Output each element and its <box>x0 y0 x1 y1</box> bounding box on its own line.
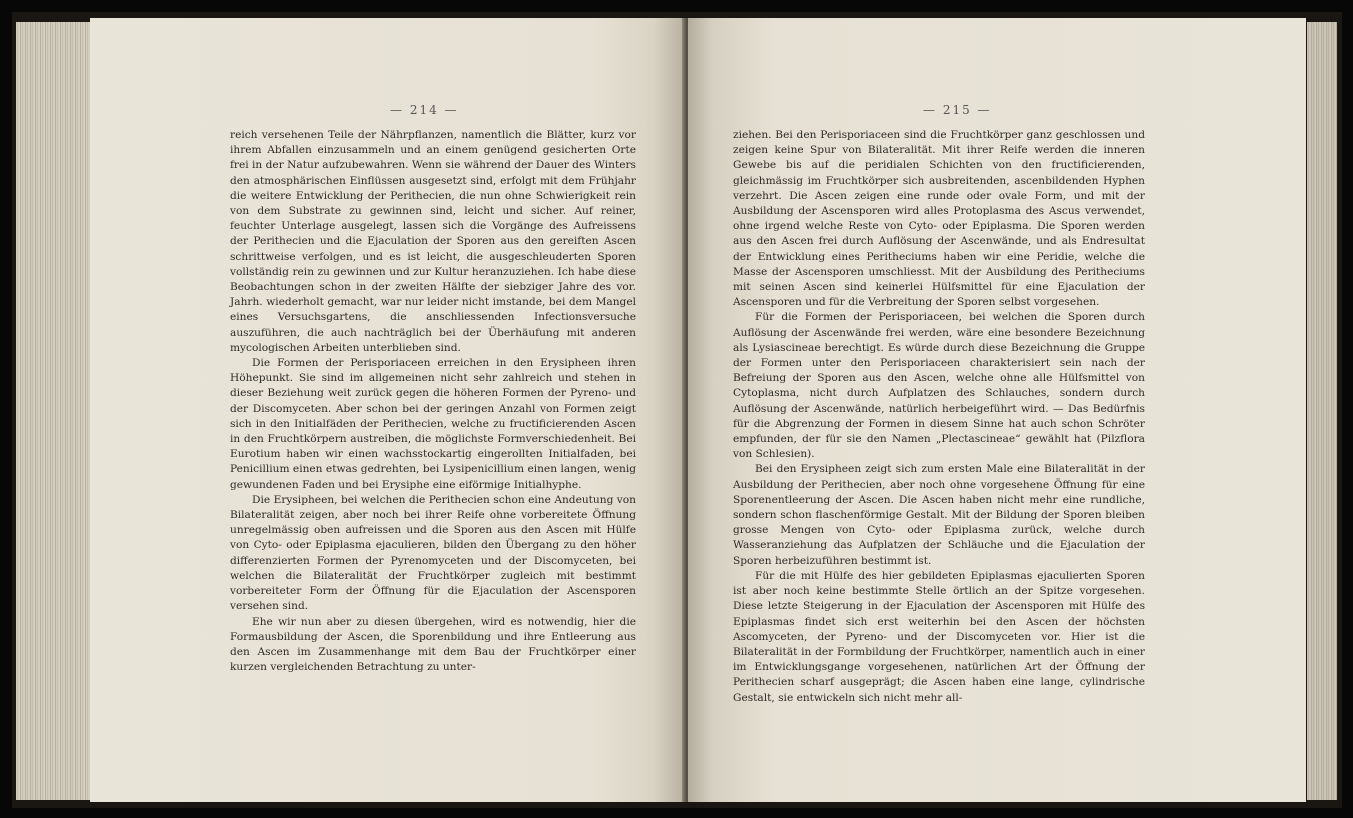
paragraph: Für die mit Hülfe des hier gebildeten Epiplasmas ejaculierten Sporen ist aber noch keine bestimmte Stelle örtlich an der Spitze vorgesehen. Diese letzte Steigerung in der Ejaculation der Ascensporen mit Hülfe des Epiplasmas findet sich erst weiterhin bei den Ascen der höchsten Ascomyceten, der Pyreno- und der Discomyceten vor. Hier ist die Bilateralität in der Formbildung der Fruchtkörper, namentlich auch in einer im Entwicklungsgange vorgesehenen, natürlichen Art der Öffnung der Perithecien scharf ausgeprägt; die Ascen haben eine lange, cylindrische Gestalt, sie entwickeln sich nicht mehr all- <box>733 569 1145 704</box>
paragraph: Bei den Erysipheen zeigt sich zum ersten Male eine Bilateralität in der Ausbildung der Perithecien, aber noch ohne vorgesehene Öffnung für eine Sporenentleerung der Ascen. Die Ascen haben nicht mehr eine rundliche, sondern schon flaschenförmige Gestalt. Mit der Bildung der Sporen bleiben grosse Mengen von Cyto- oder Epiplasma zurück, welche durch Wasseranziehung das Aufplatzen der Schläuche und die Ejaculation der Sporen herbeizuführen bestimmt ist. <box>733 463 1145 567</box>
page-body <box>230 128 636 675</box>
page-number: — 215 — <box>923 103 992 117</box>
page-number: — 214 — <box>390 103 459 117</box>
paragraph: ziehen. Bei den Perisporiaceen sind die Fruchtkörper ganz geschlossen und zeigen keine Spur von Bilateralität. Mit ihrer Reife werden die inneren Gewebe bis auf die peridialen Schichten von den fructificierenden, gleichmässig im Fruchtkörper sich ausbreitenden, ascenbildenden Hyphen verzehrt. Die Ascen zeigen eine runde oder ovale Form, und mit der Ausbildung der Ascensporen wird alles Protoplasma des Ascus verwendet, ohne irgend welche Reste von Cyto- oder Epiplasma. Die Sporen werden aus den Ascen frei durch Auflösung der Ascenwände, und als Endresultat der Entwicklung eines Peritheciums haben wir eine Peridie, welche die Masse der Ascensporen umschliesst. Mit der Ausbildung des Peritheciums mit seinen Ascen sind keinerlei Hülfsmittel für eine Ejaculation der Ascensporen und für die Verbreitung der Sporen selbst vorgesehen. <box>733 129 1145 309</box>
paragraph: reich versehenen Teile der Nährpflanzen, namentlich die Blätter, kurz vor ihrem Abfallen einzusammeln und an einem genügend gesicherten Orte frei in der Natur aufzubewahren. Wenn sie während der Dauer des Winters den atmosphärischen Einflüssen ausgesetzt sind, erfolgt mit dem Frühjahr die weitere Entwicklung der Perithecien, die nun ohne Schwierigkeit rein von dem Substrate zu gewinnen sind, leicht und sicher. Auf reiner, feuchter Unterlage ausgelegt, lassen sich die Vorgänge des Aufreissens der Perithecien und die Ejaculation der Sporen aus den gereiften Ascen schrittweise verfolgen, und es ist leicht, die ausgeschleuderten Sporen vollständig rein zu gewinnen und zur Kultur heranzuziehen. Ich habe diese Beobachtungen schon in der zweiten Hälfte der siebziger Jahre des vor. Jahrh. wiederholt gemacht, war nur leider nicht imstande, bei dem Mangel eines Versuchsgartens, die anschliessenden Infectionsversuche auszuführen, die auch nachträglich bei der Überhäufung mit anderen mycologischen Arbeiten unterblieben sind. <box>230 129 636 354</box>
page-body <box>733 128 1145 706</box>
left-page-edges <box>16 22 94 800</box>
paragraph: Die Erysipheen, bei welchen die Perithecien schon eine Andeutung von Bilateralität zeigen, aber noch bei ihrer Reife ohne vorbereitete Öffnung unregelmässig oben aufreissen und die Sporen aus den Ascen mit Hülfe von Cyto- oder Epiplasma ejaculieren, bilden den Übergang zu den höher differenzierten Formen der Pyrenomyceten und der Discomyceten, bei welchen die Bilateralität der Fruchtkörper zugleich mit bestimmt vorbereiteter Form der Öffnung für die Ejaculation der Ascensporen versehen sind. <box>230 493 636 613</box>
paragraph: Die Formen der Perisporiaceen erreichen in den Erysipheen ihren Höhepunkt. Sie sind im allgemeinen nicht sehr zahlreich und stehen in dieser Beziehung weit zurück gegen die höheren Formen der Pyreno- und der Discomyceten. Aber schon bei der geringen Anzahl von Formen zeigt sich in den Initialfäden der Perithecien, welche zu fructificierenden Ascen in den Fruchtkörpern austreiben, die möglichste Formverschiedenheit. Bei Eurotium haben wir einen wachsstockartig eingerollten Initialfaden, bei Penicillium einen etwas gedrehten, bei Lysipenicillium einen langen, wenig gewundenen Faden und bei Erysiphe eine eiförmige Initialhyphe. <box>230 357 636 491</box>
right-page <box>688 18 1306 802</box>
paragraph: Für die Formen der Perisporiaceen, bei welchen die Sporen durch Auflösung der Ascenwände frei werden, wäre eine besondere Bezeichnung als Lysiascineae berechtigt. Es würde durch diese Bezeichnung die Gruppe der Formen unter den Perisporiaceen charakterisiert sein nach der Befreiung der Sporen aus den Ascen, welche ohne alle Hülfsmittel von Cytoplasma, nicht durch Aufplatzen des Schlauches, sondern durch Auflösung der Ascenwände, natürlich herbeigeführt wird. — Das Bedürfnis für die Abgrenzung der Formen in diesem Sinne hat auch schon Schröter empfunden, der für sie den Namen „Plectascineae“ gewählt hat (Pilzflora von Schlesien). <box>733 311 1145 461</box>
left-page <box>90 18 684 802</box>
paragraph: Ehe wir nun aber zu diesen übergehen, wird es notwendig, hier die Formausbildung der Ascen, die Sporenbildung und ihre Entleerung aus den Ascen im Zusammenhange mit dem Bau der Fruchtkörper einer kurzen vergleichenden Betrachtung zu unter- <box>230 615 636 674</box>
right-page-edges <box>1307 22 1337 800</box>
